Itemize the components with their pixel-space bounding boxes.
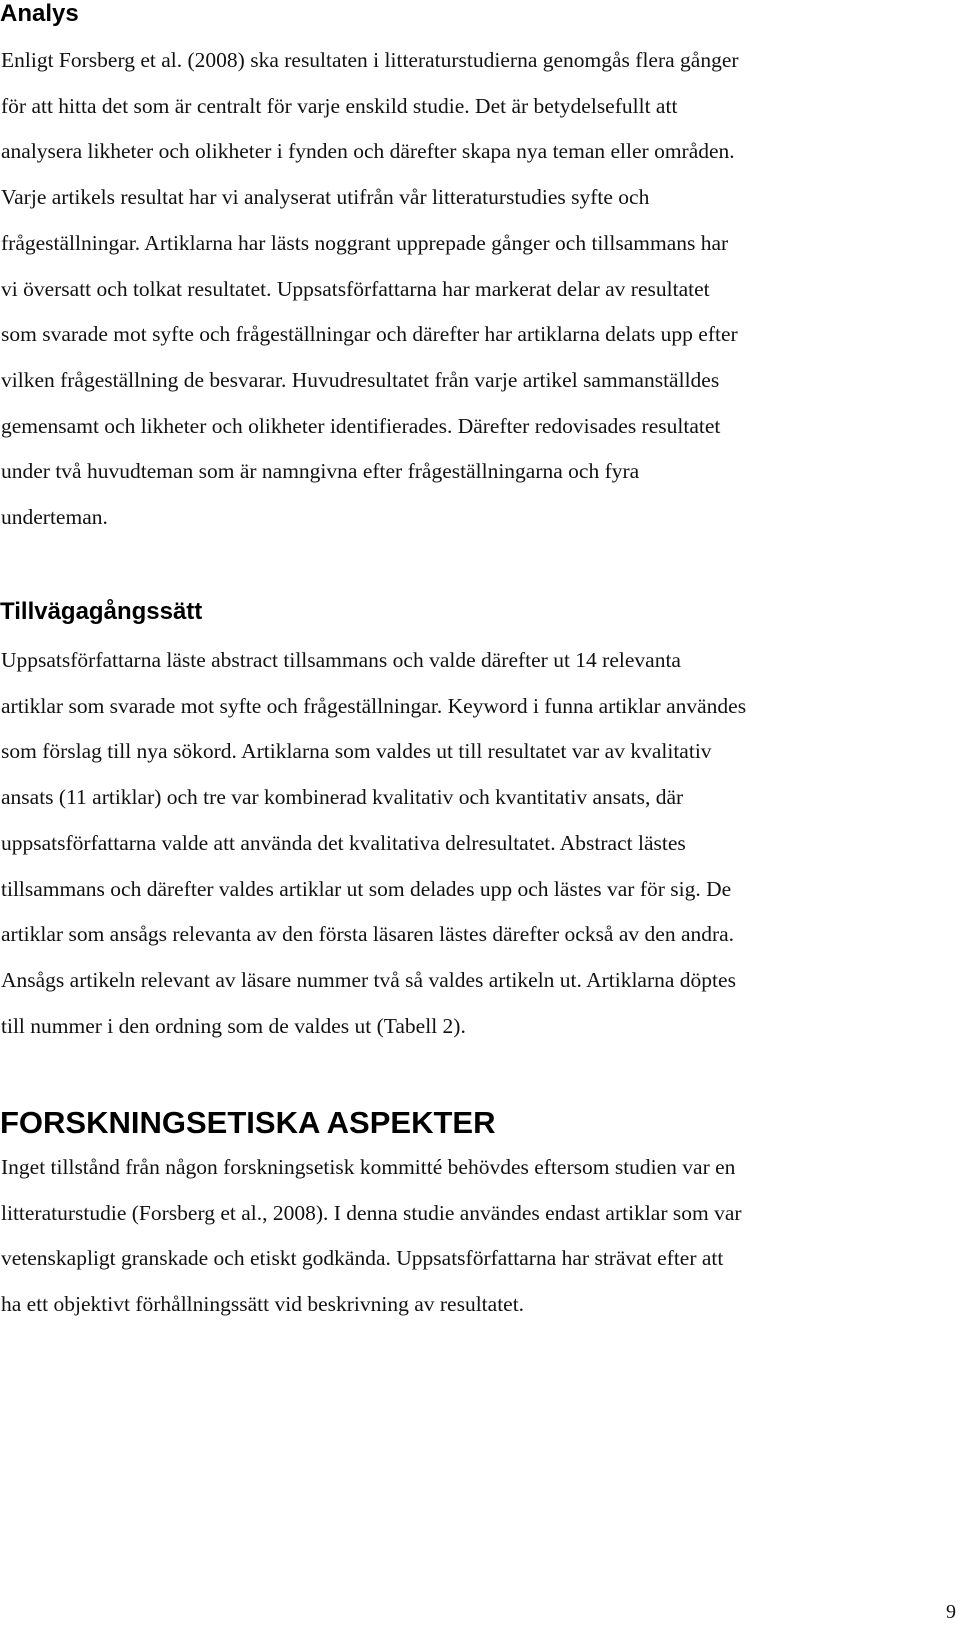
text-line: Ansågs artikeln relevant av läsare nummer två så valdes artikeln ut. Artiklarna döptes [1, 967, 736, 992]
text-line: som förslag till nya sökord. Artiklarna som valdes ut till resultatet var av kvalitativ [1, 739, 712, 764]
page-number: 9 [946, 1601, 956, 1623]
text-line: Enligt Forsberg et al. (2008) ska resultaten i litteraturstudierna genomgås flera gånger [1, 48, 739, 72]
paragraph-analys [1, 38, 958, 541]
text-line: Uppsatsförfattarna läste abstract tillsammans och valde därefter ut 14 relevanta [1, 648, 681, 672]
text-line: vetenskapligt granskade och etiskt godkända. Uppsatsförfattarna har strävat efter att [1, 1246, 724, 1271]
text-line: ansats (11 artiklar) och tre var kombinerad kvalitativ och kvantitativ ansats, där [1, 785, 684, 810]
text-line: artiklar som ansågs relevanta av den första läsaren lästes därefter också av den andra. [1, 922, 735, 947]
heading-forskningsetiska-aspekter: FORSKNINGSETISKA ASPEKTER [0, 1105, 496, 1140]
text-line: Varje artikels resultat har vi analyserat utifrån vår litteraturstudies syfte och [1, 185, 650, 210]
text-line: uppsatsförfattarna valde att använda det kvalitativa delresultatet. Abstract lästes [1, 830, 686, 855]
text-line: underteman. [1, 505, 108, 530]
text-line: vi översatt och tolkat resultatet. Uppsatsförfattarna har markerat delar av resultatet [1, 276, 710, 301]
text-line: under två huvudteman som är namngivna efter frågeställningarna och fyra [1, 459, 640, 484]
paragraph-forskningsetiska-aspekter [1, 1145, 958, 1328]
text-line: ha ett objektivt förhållningssätt vid beskrivning av resultatet. [1, 1292, 525, 1317]
text-line: tillsammans och därefter valdes artiklar ut som delades upp och lästes var för sig. De [1, 876, 732, 901]
text-line: för att hitta det som är centralt för varje enskild studie. Det är betydelsefullt att [1, 93, 678, 118]
heading-tillvagagangssatt: Tillvägagångssätt [0, 598, 203, 625]
text-line: frågeställningar. Artiklarna har lästs noggrant upprepade gånger och tillsammans har [1, 230, 729, 255]
text-line: gemensamt och likheter och olikheter identifierades. Därefter redovisades resultatet [1, 413, 721, 438]
text-line: artiklar som svarade mot syfte och frågeställningar. Keyword i funna artiklar användes [1, 693, 747, 718]
text-line: analysera likheter och olikheter i fynden och därefter skapa nya teman eller områden. [1, 139, 735, 164]
paragraph-tillvagagangssatt [1, 638, 958, 1049]
text-line: litteraturstudie (Forsberg et al., 2008). I denna studie användes endast artiklar som var [1, 1200, 742, 1225]
text-line: Inget tillstånd från någon forskningsetisk kommitté behövdes eftersom studien var en [1, 1155, 736, 1179]
text-line: till nummer i den ordning som de valdes ut (Tabell 2). [1, 1013, 466, 1038]
heading-analys: Analys [0, 0, 79, 27]
text-line: vilken frågeställning de besvarar. Huvudresultatet från varje artikel sammanställdes [1, 367, 720, 392]
text-line: som svarade mot syfte och frågeställningar och därefter har artiklarna delats upp efter [1, 322, 738, 347]
